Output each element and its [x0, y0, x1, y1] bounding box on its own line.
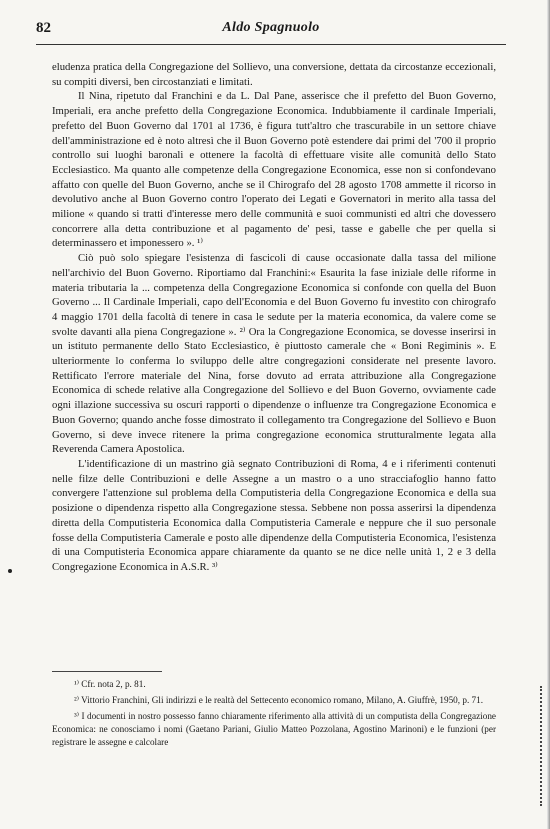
- footnote: ³⁾ I documenti in nostro possesso fanno chiaramente riferimento alla attività di un computista della Congregazione Economica: ne conosciamo i nomi (Gaetano Pariani, Giulio Matteo Pozzolana, Agostino Marinoni) e le funzioni (per registrare le assegne e calcolare: [52, 711, 496, 747]
- paragraph: eludenza pratica della Congregazione del Sollievo, una conversione, dettata da circostanze eccezionali, su compiti diversi, ben circostanziati e limitati.: [52, 61, 496, 88]
- paragraph: Il Nina, ripetuto dal Franchini e da L. Dal Pane, asserisce che il prefetto del Buon Governo, Imperiali, era anche prefetto della Congregazione Economica. Indubbiamente il cardinale Imperiali, prefetto del Buon Governo dal 1701 al 1736, è figura tutt'altro che trascurabile in un settore chiave dell'amministrazione ed è noto altresì che il Buon Governo potè estendere dai primi del '700 il proprio controllo sui luoghi baronali e ottenere la facoltà di effettuare visite alle comunità dello Stato Ecclesiastico. Ma quanto alle competenze della Congregazione Economica, esse non si confondevano affatto con quelle del Buon Governo, anche se il Chirografo del 28 agosto 1708 ammette il ricorso in devolutivo anche al Buon Governo contro l'operato dei Legati e Governatori in merito alla tassa del milione « quando si tratti d'interesse mero delle communità e suoi communisti ed altri che dovessero concorrere alla detta contribuzione et al pagamento de' pesi, tasse e gabelle che per quella si determinassero et imponessero ». ¹⁾: [52, 90, 496, 250]
- running-head: Aldo Spagnuolo: [222, 20, 320, 35]
- page-number: 82: [36, 20, 51, 36]
- page-header: [36, 20, 506, 40]
- paragraph: L'identificazione di un mastrino già segnato Contribuzioni di Roma, 4 e i riferimenti contenuti nelle filze delle Contribuzioni e delle Assegne a un mastro o a uno stracciafoglio hanno fatto convergere l'attenzione sul problema della Computisteria della Congregazione Economica e della sua posizione o dipendenza rispetto alla Congregazione stessa. Sebbene non possa asserirsi la dipendenza diretta della Computisteria Economica dalla Computisteria Camerale e neppure che il suo personale fosse della Computisteria Camerale e posto alle dipendenze della Computisteria Economica, l'esistenza di una Computisteria Economica appare chiaramente da quanto se ne dice nelle unità 1, 2 e 3 della Congregazione Economica in A.S.R. ³⁾: [52, 457, 496, 573]
- header-rule: [36, 44, 506, 45]
- body-text: [52, 60, 496, 575]
- paragraph: Ciò può solo spiegare l'esistenza di fascicoli di cause occasionate dalla tassa del milione nell'archivio del Buon Governo. Riportiamo dal Franchini:« Esaurita la fase iniziale delle riforme in materia tributaria la ... competenza della Congregazione Economica si confonde con quella del Buon Governo ... Il Cardinale Imperiali, capo dell'Economia e del Buon Governo fu investito con chirografo 4 maggio 1701 della facoltà di tenere in casa le sedute per la materia economica, da valere come se svolte davanti alla piena Congregazione ». ²⁾ Ora la Congregazione Economica, se dovesse inserirsi in un istituto permanente dello Stato Ecclesiastico, è piuttosto camerale che « Boni Regiminis ». E ulteriormente lo conferma lo sviluppo delle altre congregazioni considerate nel presente lavoro. Rettificato l'errore materiale del Nina, forse dovuto ad errata attribuzione alla Congregazione Economica di schede relative alla Congregazione del Sollievo e del Buon Governo, ovviamente cade ogni illazione successiva su oscuri rapporti o dipendenze o influenze tra Congregazione Economica e Buon Governo; quando anche fosse dimostrato il collegamento tra Congregazione del Sollievo e Buon Governo, si deve invece ritenere la prima congregazione economica strutturalmente legata alla Reverenda Camera Apostolica.: [52, 252, 496, 456]
- footnote-rule: [52, 671, 162, 672]
- footnote: ²⁾ Vittorio Franchini, Gli indirizzi e le realtà del Settecento economico romano, Milano, A. Giuffrè, 1950, p. 71.: [74, 695, 484, 705]
- margin-mark: [540, 686, 546, 806]
- footnote: ¹⁾ Cfr. nota 2, p. 81.: [74, 679, 146, 689]
- footnotes: [52, 678, 496, 752]
- margin-dot: [8, 569, 12, 573]
